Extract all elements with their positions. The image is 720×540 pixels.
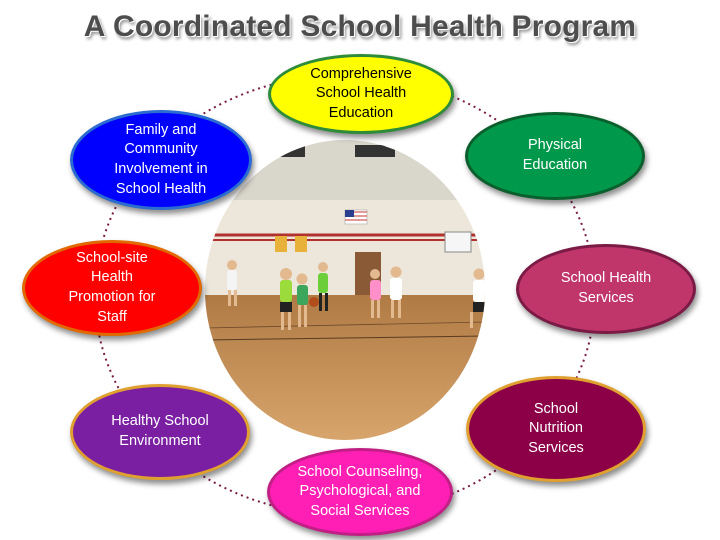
component-staff-health-promotion [22,240,202,336]
component-label: Family and Community Involvement in School Health [114,121,208,197]
component-physical-education [465,112,645,200]
component-health-services [516,244,696,334]
component-label: Physical Education [522,137,588,173]
component-label: School Counseling, Psychological, and Social Services [297,463,423,519]
component-label: School-site Health Promotion for Staff [68,249,156,325]
component-label: Healthy School Environment [111,413,209,449]
component-label: School Health Services [560,270,652,306]
gym-photo [205,140,485,440]
component-nutrition-services [466,376,646,482]
component-health-education [268,54,454,134]
component-counseling-services [267,448,453,536]
diagram-title: A Coordinated School Health Program [83,10,637,43]
component-label: Comprehensive School Health Education [310,65,412,121]
gymnasium-image [205,140,485,440]
component-family-community [70,110,252,210]
component-school-environment [70,384,250,480]
component-label: School Nutrition Services [528,400,584,456]
